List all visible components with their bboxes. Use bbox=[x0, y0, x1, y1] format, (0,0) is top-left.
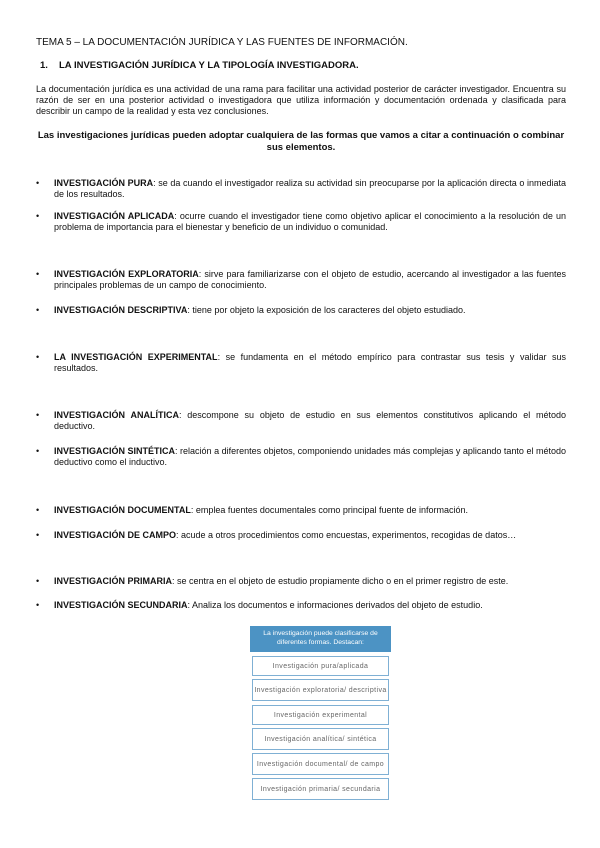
bullet-dot: • bbox=[36, 178, 40, 188]
bullet-item bbox=[36, 305, 566, 316]
bullet-dot: • bbox=[36, 505, 40, 515]
bullet-item bbox=[36, 269, 566, 291]
bullet-dot: • bbox=[36, 446, 40, 456]
diagram-item: Investigación pura/aplicada bbox=[252, 656, 389, 676]
bullet-description: : se centra en el objeto de estudio propiamente dicho o en el primer registro de este. bbox=[172, 576, 509, 586]
diagram-item: Investigación documental/ de campo bbox=[252, 753, 389, 775]
bullet-item bbox=[36, 352, 566, 374]
bullet-dot: • bbox=[36, 576, 40, 586]
document-header: TEMA 5 – LA DOCUMENTACIÓN JURÍDICA Y LAS FUENTES DE INFORMACIÓN. bbox=[36, 37, 408, 48]
bullet-term: INVESTIGACIÓN PRIMARIA bbox=[54, 576, 173, 586]
bullet-term: INVESTIGACIÓN DE CAMPO bbox=[54, 530, 177, 540]
bullet-item bbox=[36, 576, 566, 587]
diagram-item: Investigación experimental bbox=[252, 705, 389, 725]
diagram-item: Investigación analítica/ sintética bbox=[252, 728, 389, 750]
bullet-item bbox=[36, 211, 566, 233]
bullet-term: INVESTIGACIÓN SINTÉTICA bbox=[54, 446, 176, 456]
bullet-dot: • bbox=[36, 530, 40, 540]
bullet-dot: • bbox=[36, 600, 40, 610]
bullet-item bbox=[36, 410, 566, 432]
bullet-description: : relación a diferentes objetos, componiendo unidades más complejas y aplicando tanto el método deductivo como el inductivo. bbox=[54, 446, 566, 467]
diagram-header: La investigación puede clasificarse de diferentes formas. Destacan: bbox=[250, 626, 391, 652]
bullet-term: INVESTIGACIÓN DESCRIPTIVA bbox=[54, 305, 188, 315]
intro-paragraph: La documentación jurídica es una actividad de una rama para facilitar una actividad posterior de carácter investigador. Encuentra su razón de ser en una posterior actividad o investigadora que utiliza información y documentación ordenada y clasificada para describir un campo de la realidad y esta vez conclusiones. bbox=[36, 84, 566, 116]
bullet-description: : Analiza los documentos e informaciones derivados del objeto de estudio. bbox=[187, 600, 483, 610]
bullet-description: : acude a otros procedimientos como encuestas, experimentos, recogidas de datos… bbox=[176, 530, 517, 540]
bullet-term: INVESTIGACIÓN PURA bbox=[54, 178, 154, 188]
bullet-item bbox=[36, 505, 566, 516]
bullet-description: : ocurre cuando el investigador tiene como objetivo aplicar el conocimiento a la resolución de un problema de importancia para el bienestar y beneficio de un individuo o comunidad. bbox=[54, 211, 566, 232]
section-title: LA INVESTIGACIÓN JURÍDICA Y LA TIPOLOGÍA INVESTIGADORA. bbox=[59, 60, 359, 71]
lead-paragraph: Las investigaciones jurídicas pueden adoptar cualquiera de las formas que vamos a citar a continuación o combinar sus elementos. bbox=[37, 130, 565, 153]
diagram-item: Investigación exploratoria/ descriptiva bbox=[252, 679, 389, 701]
diagram-item: Investigación primaria/ secundaria bbox=[252, 778, 389, 800]
bullet-term: LA INVESTIGACIÓN EXPERIMENTAL bbox=[54, 352, 218, 362]
section-number: 1. bbox=[40, 60, 48, 71]
bullet-description: : se da cuando el investigador realiza su actividad sin preocuparse por la aplicación directa o inmediata de los resultados. bbox=[54, 178, 566, 199]
bullet-item bbox=[36, 600, 566, 611]
bullet-term: INVESTIGACIÓN ANALÍTICA bbox=[54, 410, 179, 420]
bullet-dot: • bbox=[36, 269, 40, 279]
section-heading bbox=[40, 60, 359, 71]
bullet-description: : emplea fuentes documentales como principal fuente de información. bbox=[190, 505, 469, 515]
bullet-dot: • bbox=[36, 352, 40, 362]
bullet-dot: • bbox=[36, 410, 40, 420]
bullet-description: : sirve para familiarizarse con el objeto de estudio, acercando al investigador a las fuentes principales problemas de un campo de conocimiento. bbox=[54, 269, 566, 290]
bullet-dot: • bbox=[36, 305, 40, 315]
bullet-term: INVESTIGACIÓN APLICADA bbox=[54, 211, 175, 221]
bullet-item bbox=[36, 530, 566, 541]
bullet-term: INVESTIGACIÓN SECUNDARIA bbox=[54, 600, 188, 610]
bullet-dot: • bbox=[36, 211, 40, 221]
bullet-item bbox=[36, 178, 566, 200]
classification-diagram bbox=[250, 626, 391, 800]
bullet-item bbox=[36, 446, 566, 468]
bullet-description: : descompone su objeto de estudio en sus elementos constitutivos aplicando el método deductivo. bbox=[54, 410, 567, 431]
bullet-term: INVESTIGACIÓN EXPLORATORIA bbox=[54, 269, 199, 279]
bullet-description: : tiene por objeto la exposición de los caracteres del objeto estudiado. bbox=[187, 305, 466, 315]
bullet-description: : se fundamenta en el método empírico para contrastar sus tesis y validar sus resultados. bbox=[54, 352, 566, 373]
bullet-term: INVESTIGACIÓN DOCUMENTAL bbox=[54, 505, 191, 515]
